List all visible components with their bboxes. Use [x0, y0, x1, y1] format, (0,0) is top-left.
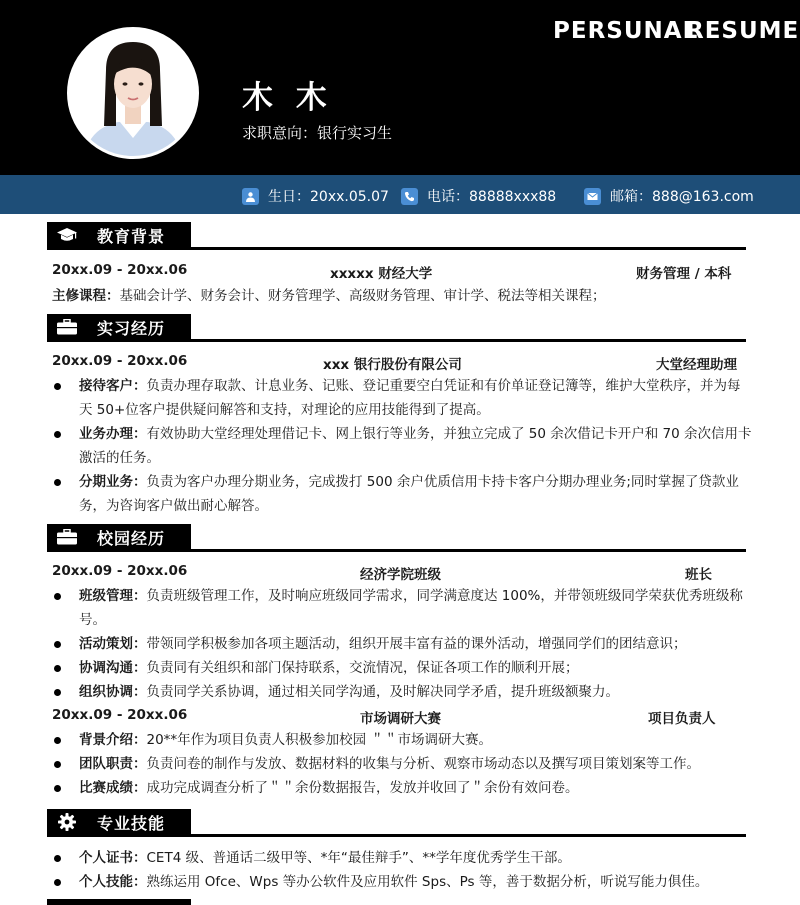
- bullet-dot: [54, 479, 61, 486]
- internship-date: 20xx.09 - 20xx.06: [52, 353, 188, 369]
- section-title: 实习经历: [97, 318, 166, 338]
- list-item: [52, 374, 752, 422]
- bullet-dot: [54, 593, 61, 600]
- bullet-dot: [54, 785, 61, 792]
- list-item: [52, 656, 752, 680]
- mail-icon: [584, 188, 601, 205]
- section-education-header: [47, 222, 746, 250]
- bullet-dot: [54, 665, 61, 672]
- section-tab-skills: [47, 809, 191, 835]
- item-text: CET4 级、普通话二级甲等、*年“最佳辩手”、**学年度优秀学生干部。: [146, 850, 571, 866]
- list-item: [52, 422, 752, 470]
- item-text: 负责办理存取款、计息业务、记账、登记重要空白凭证和有价单证登记簿等，维护大堂秩序，并为每天 50+位客户提供疑问解答和支持，对理论的应用技能得到了提高。: [79, 378, 741, 418]
- item-label: 背景介绍：: [79, 732, 147, 748]
- graduation-cap-icon: [47, 228, 87, 242]
- list-item: [52, 776, 752, 800]
- bullet-dot: [54, 383, 61, 390]
- item-text: 成功完成调查分析了＂＂余份数据报告，发放并收回了＂余份有效问卷。: [146, 780, 579, 796]
- item-label: 接待客户：: [79, 378, 147, 394]
- list-item: [52, 728, 752, 752]
- item-label: 活动策划：: [79, 636, 147, 652]
- bullet-dot: [54, 641, 61, 648]
- campus-date-1: 20xx.09 - 20xx.06: [52, 563, 188, 579]
- item-label: 个人技能：: [79, 874, 147, 890]
- internship-company: xxx 银行股份有限公司: [323, 357, 462, 373]
- item-label: 业务办理：: [79, 426, 147, 442]
- candidate-name: 木 木: [242, 80, 333, 116]
- job-intent: 求职意向：银行实习生: [242, 124, 393, 142]
- section-internship-header: [47, 314, 746, 342]
- section-title: 教育背景: [97, 226, 166, 246]
- bullet-dot: [54, 689, 61, 696]
- bullet-dot: [54, 879, 61, 886]
- campus-org-1: 经济学院班级: [360, 567, 441, 583]
- item-text: 有效协助大堂经理处理借记卡、网上银行等业务，并独立完成了 50 余次借记卡开户和 70 余次信用卡激活的任务。: [79, 426, 752, 466]
- birthday-text: 生日：20xx.05.07: [268, 189, 389, 205]
- bullet-dot: [54, 431, 61, 438]
- person-icon: [242, 188, 259, 205]
- item-label: 协调沟通：: [79, 660, 147, 676]
- section-tab-campus: [47, 524, 191, 550]
- item-label: 个人证书：: [79, 850, 147, 866]
- item-text: 负责班级管理工作，及时响应班级同学需求，同学满意度达 100%，并带领班级同学荣获优秀班级称号。: [79, 588, 743, 628]
- item-text: 熟练运用 Ofce、Wps 等办公软件及应用软件 Sps、Ps 等，善于数据分析，听说写能力俱佳。: [146, 874, 709, 890]
- item-label: 团队职责：: [79, 756, 147, 772]
- list-item: [52, 470, 752, 518]
- contact-phone: [401, 186, 556, 206]
- section-title: 专业技能: [97, 813, 166, 833]
- education-major: 财务管理 / 本科: [636, 266, 732, 282]
- item-text: 负责同有关组织和部门保持联系，交流情况，保证各项工作的顺利开展；: [146, 660, 579, 676]
- item-text: 负责为客户办理分期业务，完成拨打 500 余户优质信用卡持卡客户分期办理业务;同时掌握了贷款业务，为咨询客户做出耐心解答。: [79, 474, 739, 514]
- briefcase-icon: [47, 319, 87, 335]
- bullet-dot: [54, 761, 61, 768]
- bullet-dot: [54, 855, 61, 862]
- item-text: 带领同学积极参加各项主题活动，组织开展丰富有益的课外活动，增强同学们的团结意识；: [146, 636, 687, 652]
- portrait-photo-icon: [70, 30, 196, 156]
- briefcase-icon: [47, 529, 87, 545]
- section-campus-header: [47, 524, 746, 552]
- courses-label: 主修课程：: [52, 288, 120, 304]
- list-item: [52, 846, 752, 870]
- list-item: [52, 584, 752, 632]
- item-label: 比赛成绩：: [79, 780, 147, 796]
- list-item: [52, 870, 752, 894]
- internship-role: 大堂经理助理: [656, 357, 737, 373]
- contact-bar: [0, 175, 800, 214]
- list-item: [52, 752, 752, 776]
- courses-text: 基础会计学、财务会计、财务管理学、高级财务管理、审计学、税法等相关课程；: [119, 288, 606, 304]
- list-item: [52, 680, 752, 704]
- phone-text: 电话：88888xxx88: [427, 189, 557, 205]
- item-label: 班级管理：: [79, 588, 147, 604]
- item-label: 组织协调：: [79, 684, 147, 700]
- internship-row: [52, 353, 746, 373]
- contact-birthday: [242, 186, 389, 206]
- gear-icon: [47, 813, 87, 831]
- avatar: [67, 27, 199, 159]
- campus-role-1: 班长: [685, 567, 712, 583]
- education-date: 20xx.09 - 20xx.06: [52, 262, 188, 278]
- section-skills-header: [47, 809, 746, 837]
- bullet-dot: [54, 737, 61, 744]
- section-title: 校园经历: [97, 528, 166, 548]
- campus-org-2: 市场调研大赛: [360, 711, 441, 727]
- contact-email: [584, 186, 754, 206]
- campus-role-2: 项目负责人: [648, 711, 716, 727]
- header-banner: [0, 0, 800, 175]
- email-text: 邮箱：888@163.com: [610, 189, 754, 205]
- education-school: xxxxx 财经大学: [330, 266, 433, 282]
- education-row: [52, 262, 746, 282]
- list-item: [52, 632, 752, 656]
- item-text: 负责同学关系协调，通过相关同学沟通，及时解决同学矛盾，提升班级额聚力。: [146, 684, 619, 700]
- section-tab-education: [47, 222, 191, 248]
- resume-title-word-2: RESUME: [686, 18, 800, 44]
- item-text: 20**年作为项目负责人积极参加校园 ＂＂市场调研大赛。: [146, 732, 492, 748]
- item-label: 分期业务：: [79, 474, 147, 490]
- education-courses: [52, 284, 752, 308]
- next-section-tab-stub: [47, 899, 191, 905]
- resume-title-word-1: PERSUNAL: [553, 18, 699, 44]
- campus-row-1: [52, 563, 746, 583]
- campus-row-2: [52, 707, 746, 727]
- campus-date-2: 20xx.09 - 20xx.06: [52, 707, 188, 723]
- phone-icon: [401, 188, 418, 205]
- item-text: 负责问卷的制作与发放、数据材料的收集与分析、观察市场动态以及撰写项目策划案等工作。: [146, 756, 700, 772]
- section-tab-internship: [47, 314, 191, 340]
